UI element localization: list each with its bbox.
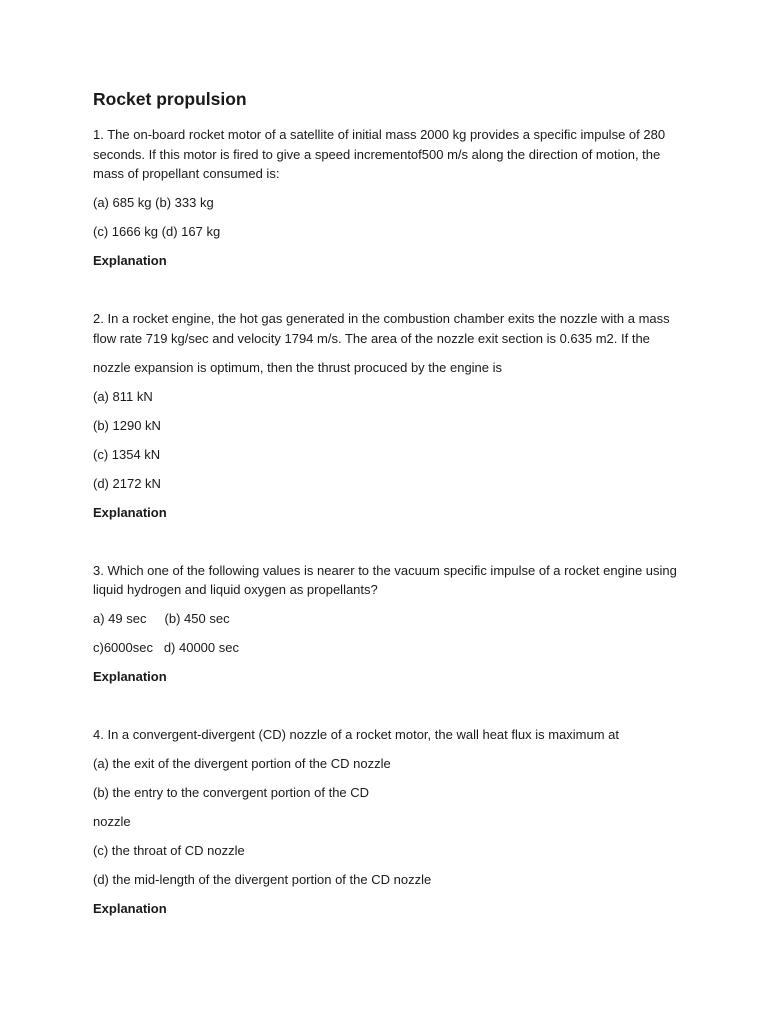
question-4-option-c: (c) the throat of CD nozzle [93,843,245,858]
question-2-option-b: (b) 1290 kN [93,417,161,433]
question-2-text-continued: nozzle expansion is optimum, then the thrust procuced by the engine is [93,359,503,375]
question-1-options-cd: (c) 1666 kg (d) 167 kg [93,224,221,239]
question-1-text: 1. The on-board rocket motor of a satellite of initial mass 2000 kg provides a specific impulse of 280 seconds. If this motor is fired to give a speed incrementof500 m/s along the direction of motion, the mass of propellant consumed is: [93,127,666,181]
question-4-option-b-continued: nozzle [93,814,131,829]
question-2-text: 2. In a rocket engine, the hot gas generated in the combustion chamber exits the nozzle with a mass flow rate 719 kg/sec and velocity 1794 m/s. The area of the nozzle exit section is 0.635 m2. If the [93,311,670,346]
question-1 [93,125,683,271]
question-4-text: 4. In a convergent-divergent (CD) nozzle of a rocket motor, the wall heat flux is maximum at [93,727,620,742]
question-4 [93,725,683,919]
question-1-options-ab: (a) 685 kg (b) 333 kg [93,195,214,210]
question-4-option-a: (a) the exit of the divergent portion of the CD nozzle [93,756,391,771]
question-3-explanation: Explanation [93,669,167,684]
question-4-option-b: (b) the entry to the convergent portion of the CD [93,785,370,800]
document-page [93,86,683,919]
question-2-explanation: Explanation [93,504,167,520]
question-3-text: 3. Which one of the following values is nearer to the vacuum specific impulse of a rocket engine using liquid hydrogen and liquid oxygen as propellants? [93,562,677,597]
question-1-explanation: Explanation [93,253,167,268]
question-4-explanation: Explanation [93,901,167,916]
question-3 [93,561,683,687]
question-2 [93,309,683,522]
question-3-options-cd: c)6000sec d) 40000 sec [93,640,239,655]
question-2-option-c: (c) 1354 kN [93,446,161,462]
page-title: Rocket propulsion [93,89,247,109]
question-2-option-d: (d) 2172 kN [93,475,161,491]
question-3-options-ab: a) 49 sec (b) 450 sec [93,611,230,626]
question-2-option-a: (a) 811 kN [93,388,153,404]
question-4-option-d: (d) the mid-length of the divergent portion of the CD nozzle [93,872,432,887]
